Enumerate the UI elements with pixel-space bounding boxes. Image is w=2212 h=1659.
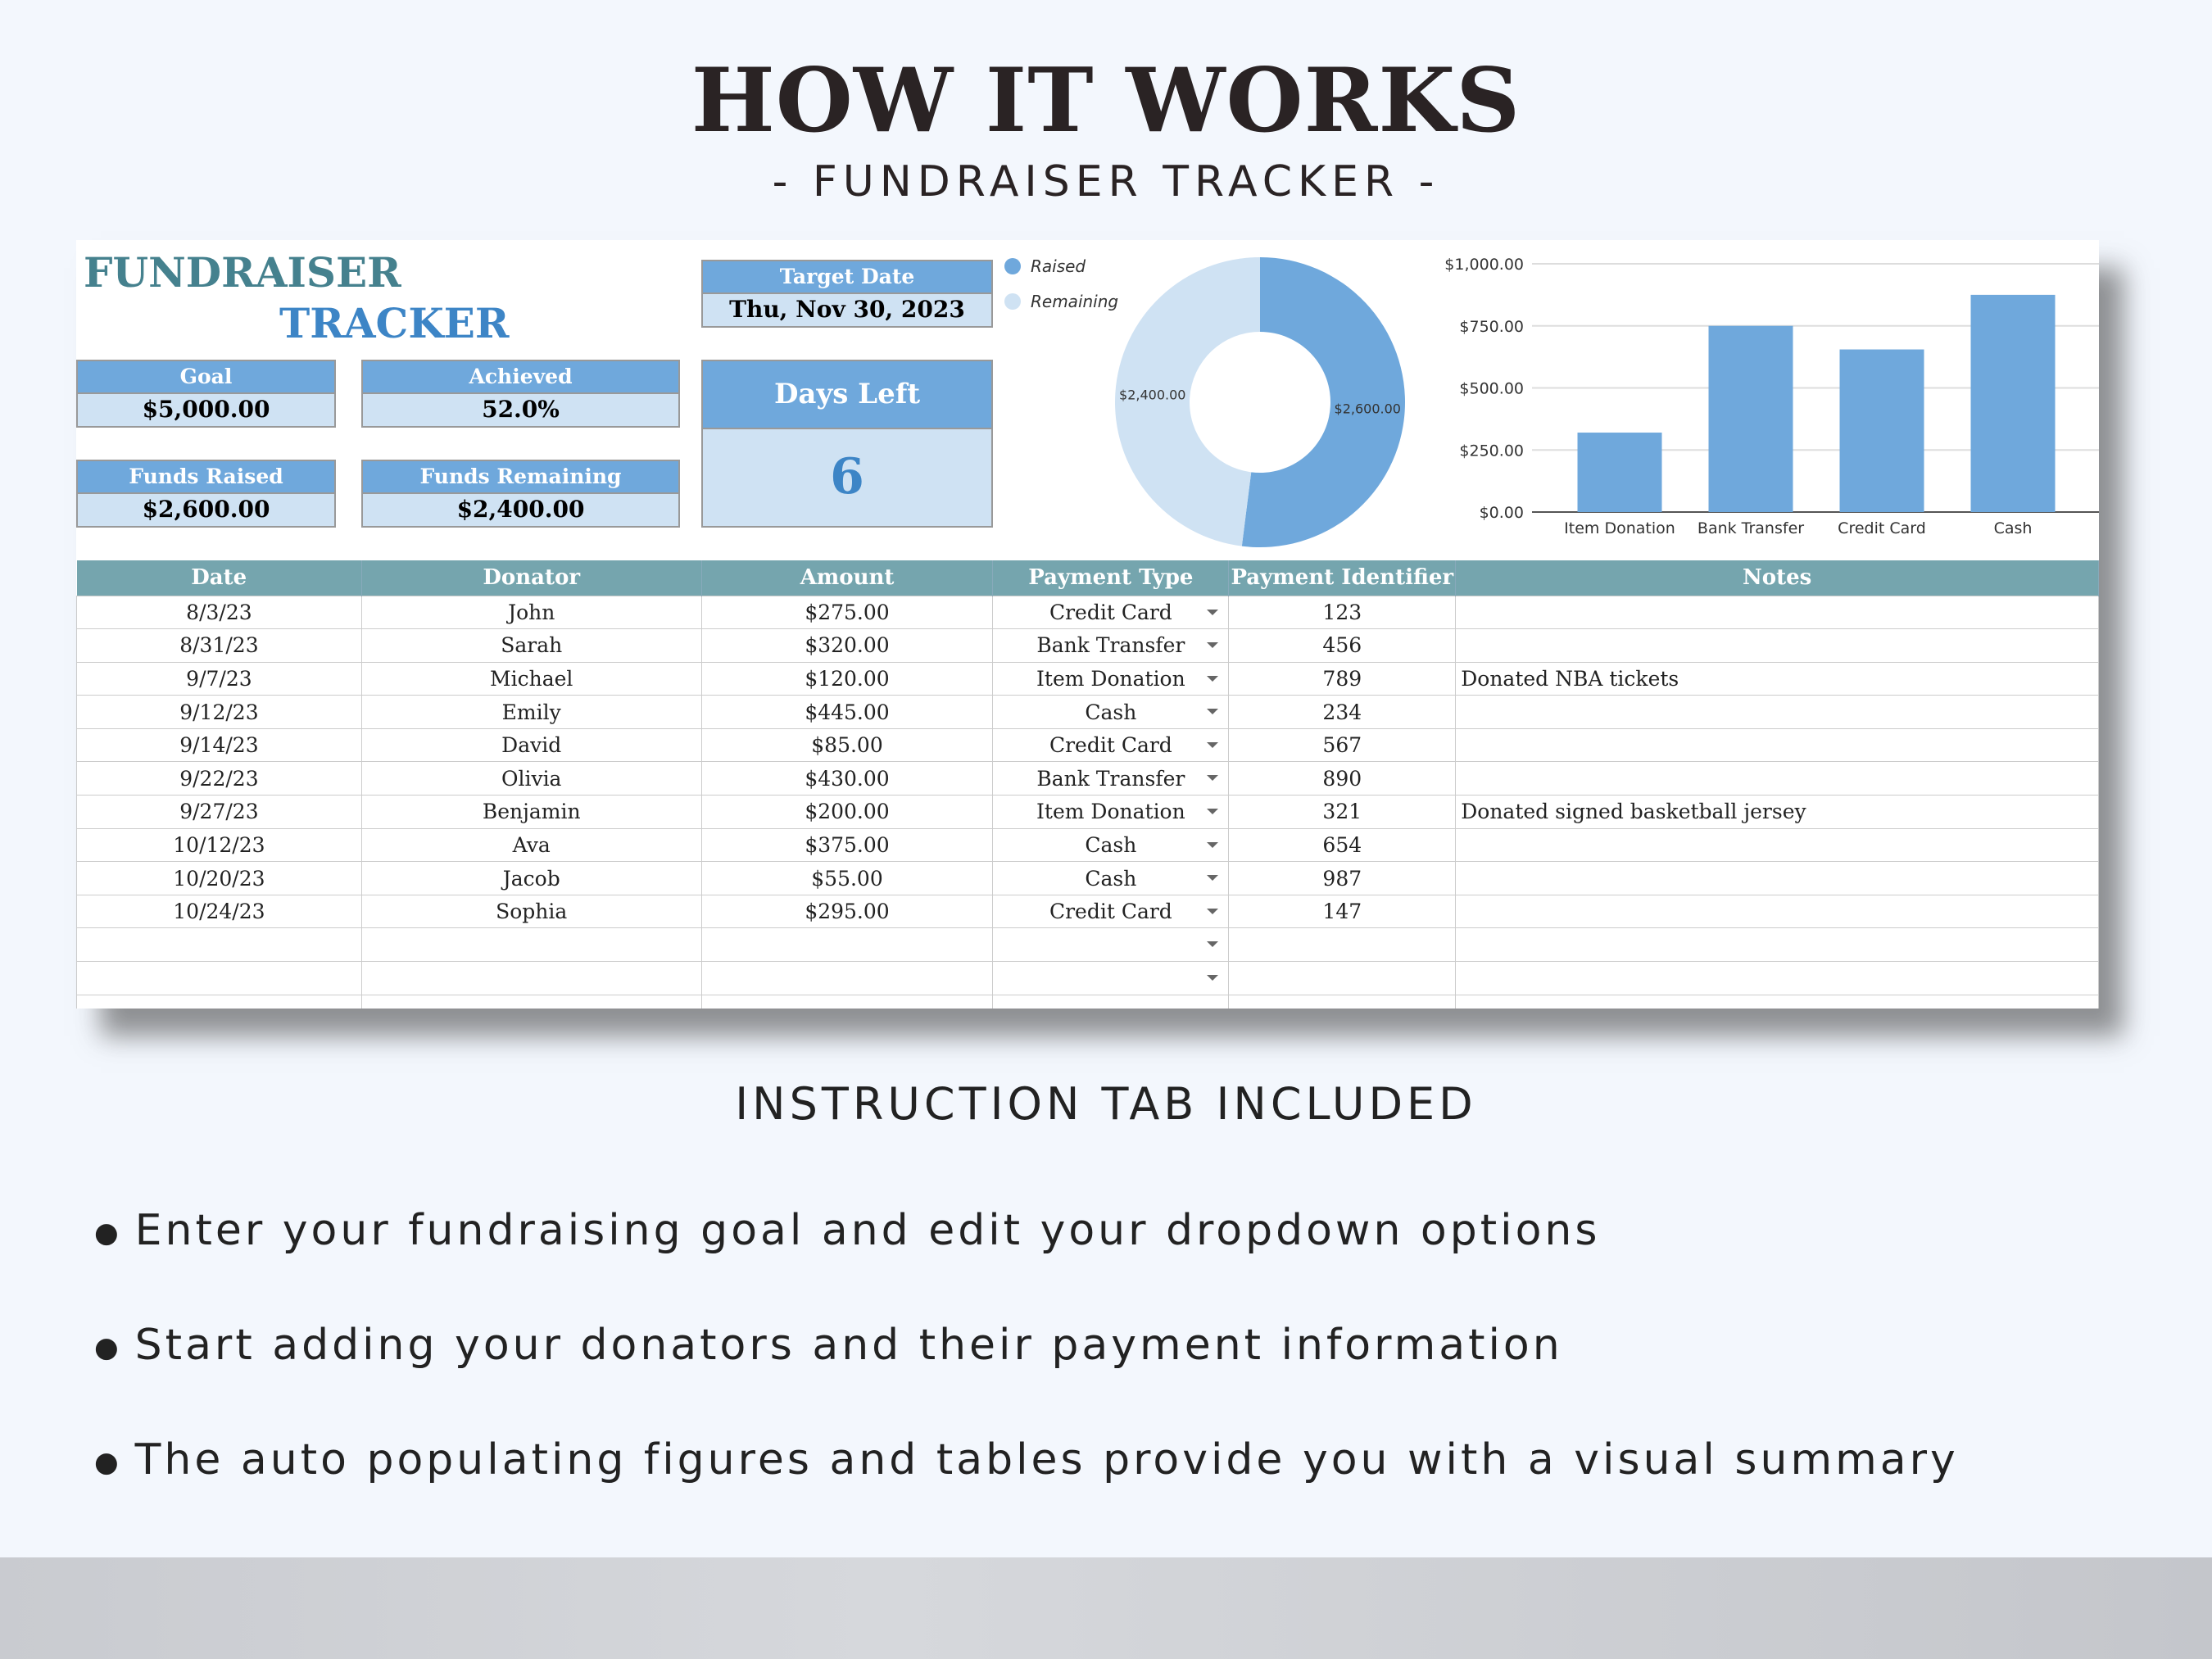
funds-remaining-card [361, 460, 680, 528]
donut-data-label: $2,400.00 [1119, 387, 1186, 403]
amount-cell[interactable] [701, 962, 993, 995]
bar-cash [1971, 295, 2056, 512]
notes-cell[interactable] [1456, 862, 2099, 895]
tracker-title-line1: FUNDRAISER [84, 248, 401, 297]
cell-text: 9/14/23 [179, 733, 259, 758]
funds-raised-value: $2,600.00 [78, 494, 334, 526]
payment-identifier-cell[interactable] [1229, 662, 1456, 696]
cell-text: Credit Card [1049, 733, 1172, 758]
donut-chart [1100, 240, 1428, 560]
cell-text: 987 [1322, 866, 1362, 891]
notes-cell[interactable] [1456, 995, 2099, 1009]
amount-cell[interactable] [701, 728, 993, 762]
cell-text: $55.00 [811, 866, 883, 891]
achieved-value: 52.0% [363, 394, 678, 426]
dropdown-caret-icon[interactable] [1207, 642, 1218, 648]
cell-text: Item Donation [1036, 666, 1185, 691]
funds-remaining-value: $2,400.00 [363, 494, 678, 526]
cell-text: 9/22/23 [179, 766, 259, 791]
dropdown-caret-icon[interactable] [1207, 742, 1218, 748]
notes-cell[interactable] [1456, 762, 2099, 796]
donator-cell[interactable] [361, 962, 701, 995]
payment-type-dropdown[interactable] [993, 895, 1229, 928]
notes-cell[interactable] [1456, 728, 2099, 762]
dropdown-caret-icon[interactable] [1207, 676, 1218, 682]
cell-text: 8/3/23 [186, 600, 252, 624]
cell-text: Sarah [501, 633, 563, 658]
column-header[interactable]: Donator [361, 560, 701, 596]
amount-cell[interactable] [701, 662, 993, 696]
bullet-3 [94, 1435, 1959, 1484]
table-header-row [77, 560, 2099, 596]
cell-text: 234 [1322, 700, 1362, 724]
payment-identifier-cell[interactable] [1229, 728, 1456, 762]
cell-text: 456 [1322, 633, 1362, 658]
dropdown-caret-icon[interactable] [1207, 941, 1218, 947]
date-cell[interactable] [77, 995, 362, 1009]
bullet-text: Start adding your donators and their payment information [134, 1321, 1563, 1370]
x-tick-label: Cash [1993, 519, 2033, 537]
dropdown-caret-icon[interactable] [1207, 809, 1218, 814]
dropdown-caret-icon[interactable] [1207, 775, 1218, 781]
page-subtitle: - FUNDRAISER TRACKER - [772, 157, 1440, 206]
payment-type-dropdown[interactable] [993, 796, 1229, 829]
bullet-dot: ● [94, 1217, 122, 1249]
marble-footer-strip [0, 1557, 2212, 1659]
cell-text: Cash [1085, 700, 1137, 724]
bar-bank-transfer [1709, 326, 1793, 512]
date-cell[interactable] [77, 762, 362, 796]
table-row [77, 728, 2099, 762]
cell-text: 789 [1322, 666, 1362, 691]
table-row [77, 762, 2099, 796]
payment-identifier-cell[interactable] [1229, 596, 1456, 629]
column-header[interactable]: Amount [701, 560, 993, 596]
donator-cell[interactable] [361, 928, 701, 962]
cell-text: Olivia [501, 766, 562, 791]
notes-cell[interactable] [1456, 828, 2099, 862]
x-tick-label: Bank Transfer [1697, 519, 1805, 537]
cell-text: Item Donation [1036, 800, 1185, 824]
cell-text: Sophia [496, 900, 568, 924]
legend-raised-label: Raised [1031, 256, 1086, 276]
table-row [77, 995, 2099, 1009]
page-title: HOW IT WORKS [691, 49, 1521, 152]
legend-remaining-swatch [1004, 293, 1021, 310]
column-header[interactable]: Notes [1456, 560, 2099, 596]
payment-identifier-cell[interactable] [1229, 928, 1456, 962]
cell-text: Ava [512, 832, 551, 857]
dropdown-caret-icon[interactable] [1207, 909, 1218, 914]
notes-cell[interactable] [1456, 629, 2099, 663]
date-cell[interactable] [77, 928, 362, 962]
bullet-text: The auto populating figures and tables provide you with a visual summary [134, 1435, 1959, 1484]
payment-identifier-cell[interactable] [1229, 895, 1456, 928]
cell-text: $320.00 [805, 633, 890, 658]
cell-text: Credit Card [1049, 600, 1172, 624]
notes-cell[interactable] [1456, 962, 2099, 995]
legend-raised [1004, 256, 1086, 276]
date-cell[interactable] [77, 662, 362, 696]
date-cell[interactable] [77, 828, 362, 862]
donator-cell[interactable] [361, 662, 701, 696]
cell-text: Benjamin [482, 800, 581, 824]
donator-cell[interactable] [361, 696, 701, 729]
date-cell[interactable] [77, 962, 362, 995]
legend-remaining-label: Remaining [1031, 292, 1119, 311]
dropdown-caret-icon[interactable] [1207, 875, 1218, 881]
date-cell[interactable] [77, 696, 362, 729]
payment-type-dropdown[interactable] [993, 696, 1229, 729]
donator-cell[interactable] [361, 629, 701, 663]
amount-cell[interactable] [701, 596, 993, 629]
cell-text: Jacob [502, 866, 560, 891]
donator-cell[interactable] [361, 762, 701, 796]
table-row [77, 962, 2099, 995]
target-date-card [701, 260, 993, 328]
date-cell[interactable] [77, 862, 362, 895]
column-header[interactable]: Date [77, 560, 362, 596]
cell-text: Credit Card [1049, 900, 1172, 924]
dropdown-caret-icon[interactable] [1207, 975, 1218, 981]
notes-cell[interactable] [1456, 696, 2099, 729]
payment-identifier-cell[interactable] [1229, 962, 1456, 995]
table-row [77, 796, 2099, 829]
cell-text: 10/20/23 [173, 866, 265, 891]
bullet-dot: ● [94, 1331, 122, 1364]
donator-cell[interactable] [361, 796, 701, 829]
cell-text: 321 [1322, 800, 1362, 824]
donator-cell[interactable] [361, 862, 701, 895]
payment-identifier-cell[interactable] [1229, 995, 1456, 1009]
donator-cell[interactable] [361, 728, 701, 762]
cell-text: $295.00 [805, 900, 890, 924]
notes-cell[interactable] [1456, 796, 2099, 829]
donator-cell[interactable] [361, 596, 701, 629]
cell-text: David [501, 733, 562, 758]
cell-text: 9/12/23 [179, 700, 259, 724]
payment-identifier-cell[interactable] [1229, 629, 1456, 663]
table-row [77, 862, 2099, 895]
donator-cell[interactable] [361, 995, 701, 1009]
notes-cell[interactable] [1456, 596, 2099, 629]
cell-text: Bank Transfer [1036, 766, 1185, 791]
cell-text: Emily [501, 700, 561, 724]
cell-text: 890 [1322, 766, 1362, 791]
cell-text: $430.00 [805, 766, 890, 791]
payment-type-dropdown[interactable] [993, 995, 1229, 1009]
cell-text: Bank Transfer [1036, 633, 1185, 658]
payment-type-dropdown[interactable] [993, 596, 1229, 629]
achieved-label: Achieved [363, 361, 678, 394]
dropdown-caret-icon[interactable] [1207, 709, 1218, 714]
y-tick-label: $0.00 [1479, 504, 1524, 522]
spreadsheet-preview [76, 240, 2099, 1009]
cell-text: $445.00 [805, 700, 890, 724]
bullet-dot: ● [94, 1446, 122, 1479]
cell-text: Donated signed basketball jersey [1461, 800, 1806, 824]
tracker-title-line2: TRACKER [279, 299, 510, 347]
y-tick-label: $1,000.00 [1444, 256, 1524, 274]
bar-credit-card [1840, 350, 1924, 512]
funds-raised-label: Funds Raised [78, 461, 334, 494]
amount-cell[interactable] [701, 696, 993, 729]
table-row [77, 895, 2099, 928]
x-tick-label: Credit Card [1838, 519, 1926, 537]
cell-text: John [508, 600, 555, 624]
y-tick-label: $750.00 [1459, 317, 1524, 336]
cell-text: $200.00 [805, 800, 890, 824]
payment-type-dropdown[interactable] [993, 928, 1229, 962]
y-tick-label: $250.00 [1459, 442, 1524, 460]
cell-text: $120.00 [805, 666, 890, 691]
amount-cell[interactable] [701, 928, 993, 962]
cell-text: Michael [490, 666, 573, 691]
amount-cell[interactable] [701, 995, 993, 1009]
cell-text: 123 [1322, 600, 1362, 624]
target-date-label: Target Date [703, 261, 991, 294]
date-cell[interactable] [77, 629, 362, 663]
cell-text: Cash [1085, 866, 1137, 891]
table-row [77, 629, 2099, 663]
payment-identifier-cell[interactable] [1229, 696, 1456, 729]
bullet-2 [94, 1321, 1563, 1370]
dropdown-caret-icon[interactable] [1207, 842, 1218, 848]
amount-cell[interactable] [701, 629, 993, 663]
donut-data-label: $2,600.00 [1334, 401, 1401, 417]
notes-cell[interactable] [1456, 895, 2099, 928]
payment-identifier-cell[interactable] [1229, 796, 1456, 829]
donator-cell[interactable] [361, 828, 701, 862]
notes-cell[interactable] [1456, 662, 2099, 696]
column-header[interactable]: Payment Type [993, 560, 1229, 596]
payment-type-dropdown[interactable] [993, 862, 1229, 895]
payment-identifier-cell[interactable] [1229, 862, 1456, 895]
amount-cell[interactable] [701, 895, 993, 928]
cell-text: 9/7/23 [186, 666, 252, 691]
days-left-label: Days Left [703, 361, 991, 429]
bullet-text: Enter your fundraising goal and edit your dropdown options [134, 1206, 1601, 1255]
table-row [77, 928, 2099, 962]
date-cell[interactable] [77, 728, 362, 762]
payment-identifier-cell[interactable] [1229, 762, 1456, 796]
cell-text: Cash [1085, 832, 1137, 857]
date-cell[interactable] [77, 895, 362, 928]
instructions-title: INSTRUCTION TAB INCLUDED [735, 1078, 1477, 1130]
payment-type-dropdown[interactable] [993, 762, 1229, 796]
payment-type-dropdown[interactable] [993, 962, 1229, 995]
payment-type-dropdown[interactable] [993, 828, 1229, 862]
target-date-value[interactable]: Thu, Nov 30, 2023 [703, 294, 991, 326]
cell-text: 654 [1322, 832, 1362, 857]
x-tick-label: Item Donation [1564, 519, 1675, 537]
amount-cell[interactable] [701, 796, 993, 829]
amount-cell[interactable] [701, 762, 993, 796]
goal-value[interactable]: $5,000.00 [78, 394, 334, 426]
cell-text: Donated NBA tickets [1461, 666, 1679, 691]
cell-text: 10/24/23 [173, 900, 265, 924]
cell-text: 9/27/23 [179, 800, 259, 824]
payment-type-dropdown[interactable] [993, 662, 1229, 696]
bar-item-donation [1578, 433, 1662, 512]
achieved-card [361, 360, 680, 428]
bar-chart [1436, 240, 2099, 560]
table-row [77, 828, 2099, 862]
cell-text: 147 [1322, 900, 1362, 924]
cell-text: 10/12/23 [173, 832, 265, 857]
y-tick-label: $500.00 [1459, 379, 1524, 398]
table-row [77, 596, 2099, 629]
amount-cell[interactable] [701, 828, 993, 862]
amount-cell[interactable] [701, 862, 993, 895]
dropdown-caret-icon[interactable] [1207, 610, 1218, 615]
cell-text: 8/31/23 [179, 633, 259, 658]
donations-table [76, 560, 2099, 1009]
days-left-card [701, 360, 993, 528]
cell-text: $85.00 [811, 733, 883, 758]
table-row [77, 696, 2099, 729]
goal-label: Goal [78, 361, 334, 394]
payment-type-dropdown[interactable] [993, 728, 1229, 762]
funds-remaining-label: Funds Remaining [363, 461, 678, 494]
column-header[interactable]: Payment Identifier [1229, 560, 1456, 596]
date-cell[interactable] [77, 596, 362, 629]
funds-raised-card [76, 460, 336, 528]
goal-card [76, 360, 336, 428]
notes-cell[interactable] [1456, 928, 2099, 962]
payment-type-dropdown[interactable] [993, 629, 1229, 663]
donator-cell[interactable] [361, 895, 701, 928]
date-cell[interactable] [77, 796, 362, 829]
bullet-1 [94, 1206, 1600, 1255]
cell-text: 567 [1322, 733, 1362, 758]
cell-text: $275.00 [805, 600, 890, 624]
payment-identifier-cell[interactable] [1229, 828, 1456, 862]
legend-raised-swatch [1004, 258, 1021, 274]
days-left-value: 6 [703, 429, 991, 526]
table-row [77, 662, 2099, 696]
cell-text: $375.00 [805, 832, 890, 857]
